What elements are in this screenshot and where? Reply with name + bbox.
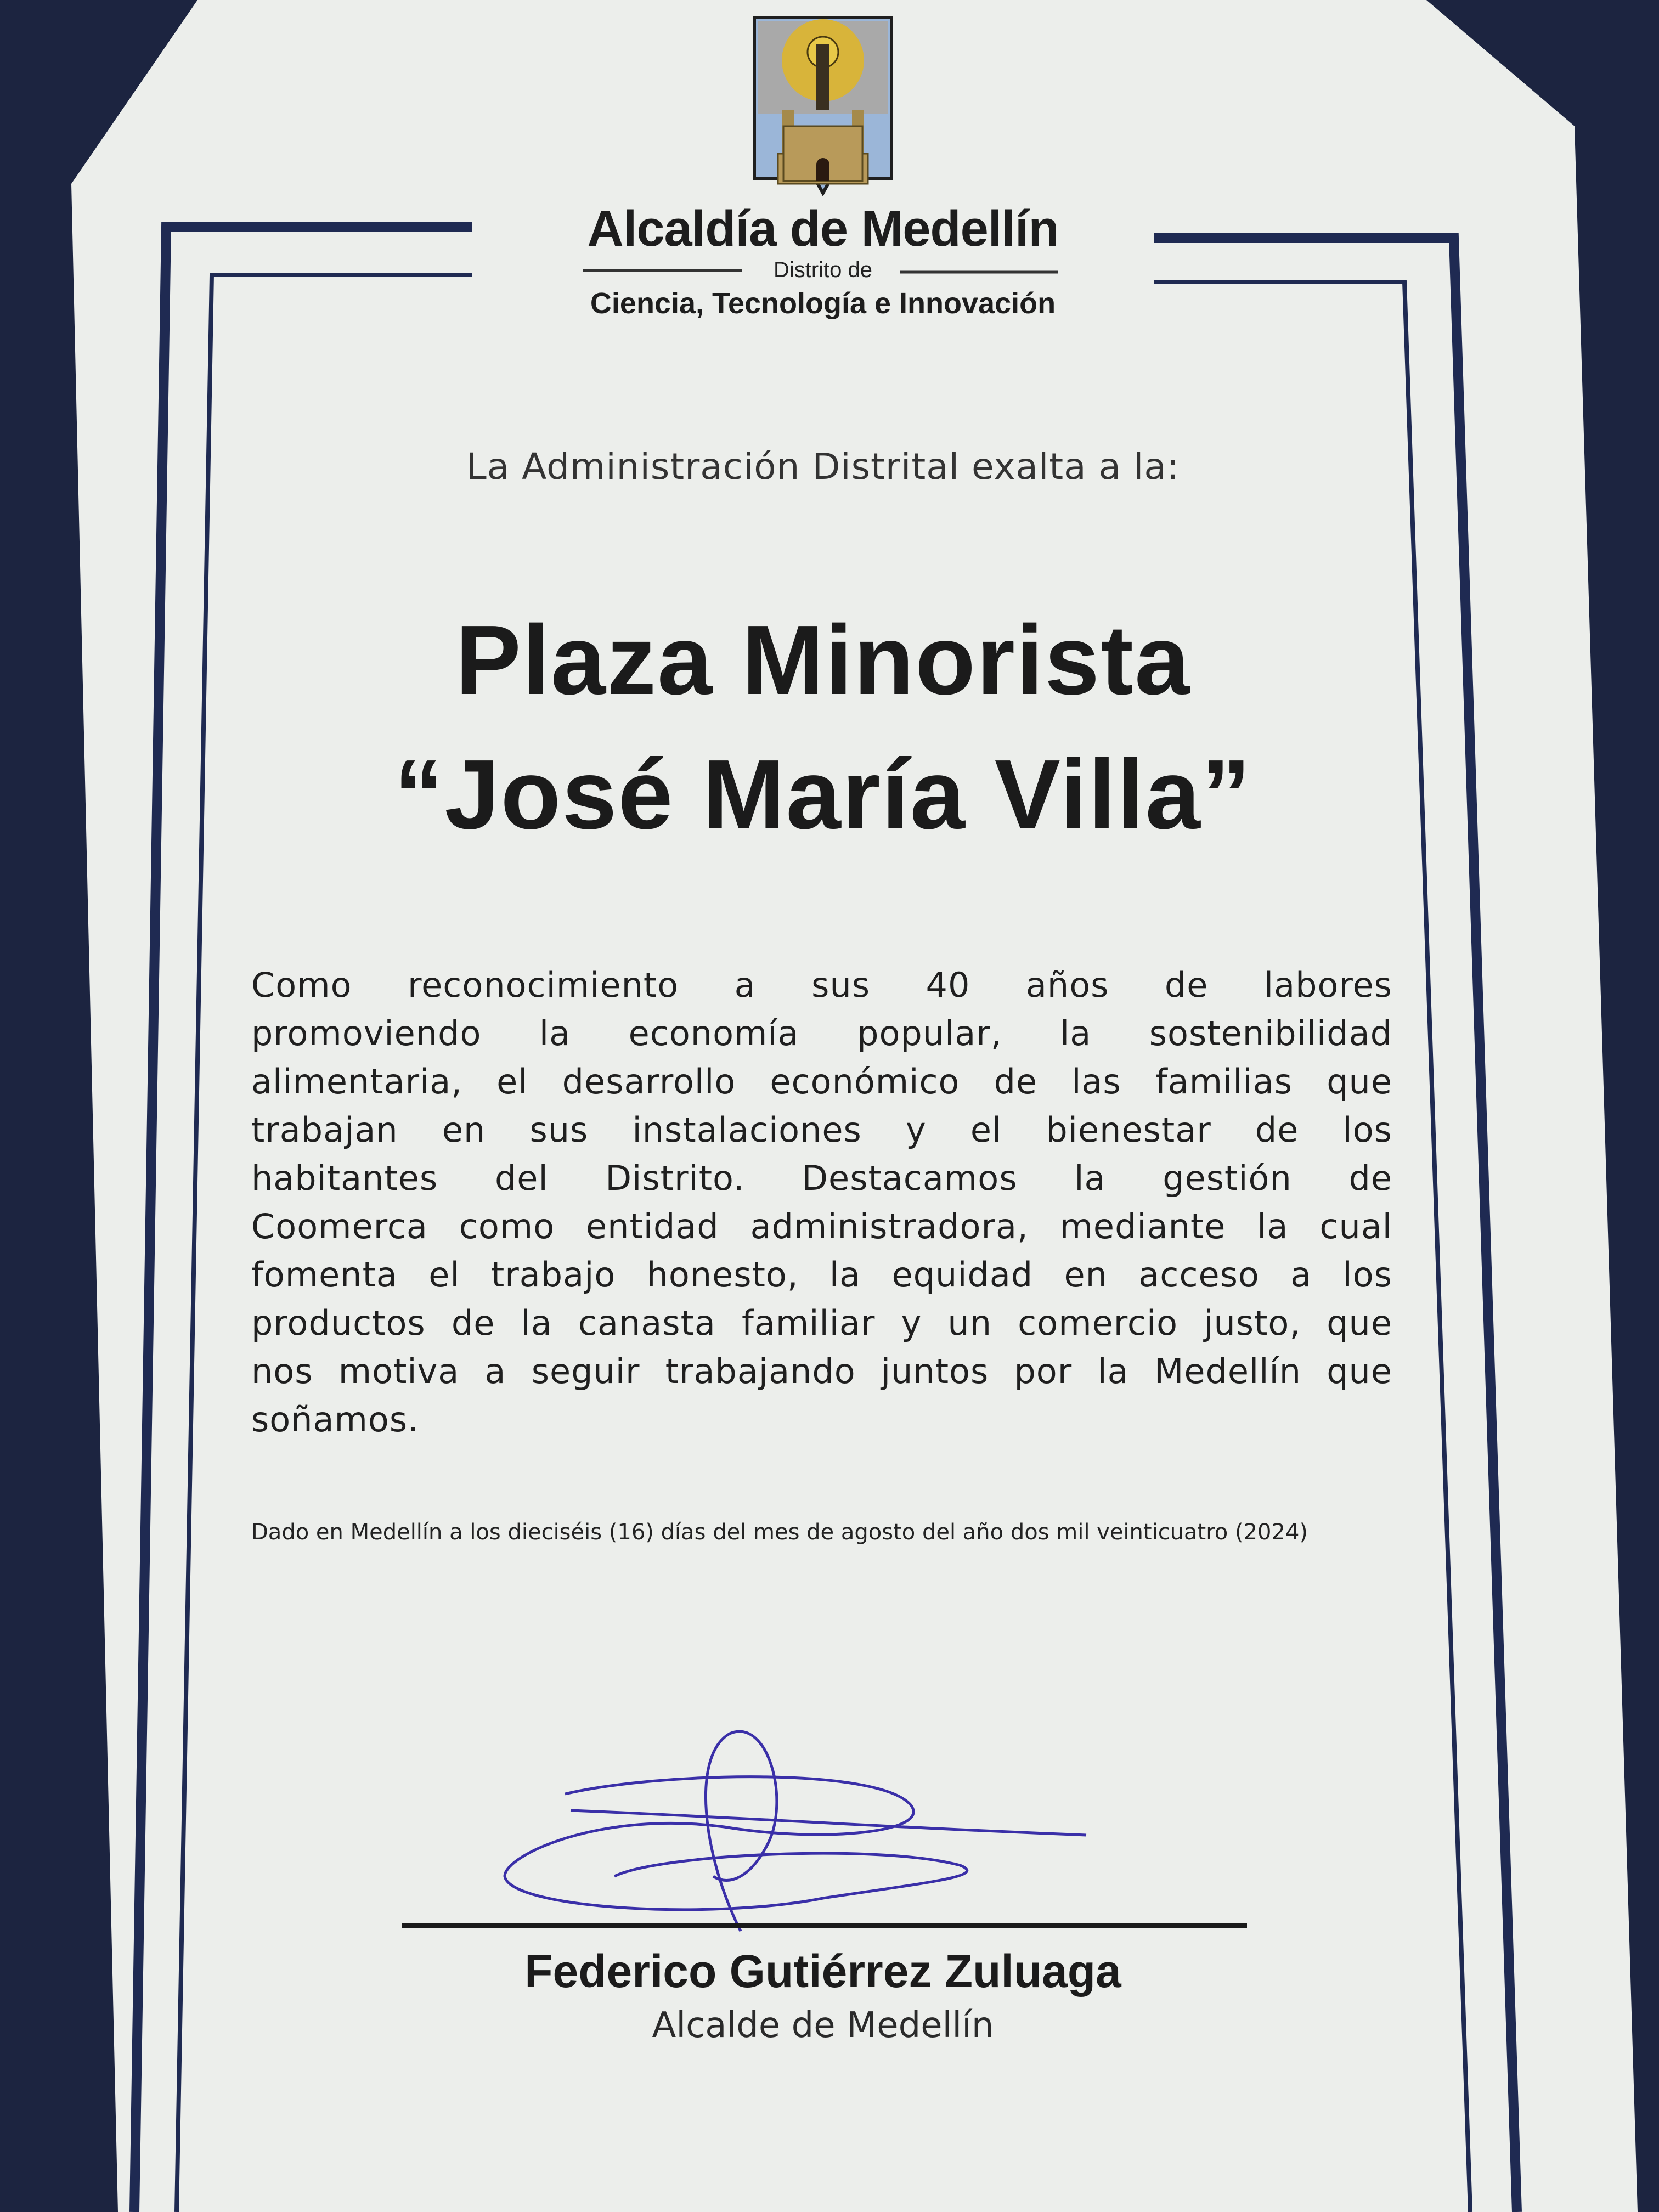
signatory-name: Federico Gutiérrez Zuluaga xyxy=(524,1945,1121,1997)
citation-line: soñamos. xyxy=(251,1400,419,1440)
citation-line: trabajan en sus instalaciones y el bienestar de los xyxy=(251,1110,1392,1150)
honoree-line-2: “José María Villa” xyxy=(394,740,1252,850)
coat-of-arms-icon xyxy=(754,18,891,193)
citation-line: fomenta el trabajo honesto, la equidad en acceso a los xyxy=(251,1255,1392,1295)
intro-text: La Administración Distrital exalta a la: xyxy=(466,445,1180,488)
citation-paragraph xyxy=(251,961,1392,1444)
honoree-line-1: Plaza Minorista xyxy=(455,605,1191,715)
citation-line: habitantes del Distrito. Destacamos la gestión de xyxy=(251,1158,1392,1198)
citation-line: alimentaria, el desarrollo económico de las familias que xyxy=(251,1062,1392,1102)
issue-date: Dado en Medellín a los dieciséis (16) días del mes de agosto del año dos mil veinticuatro (2024) xyxy=(251,1520,1308,1545)
signatory-title: Alcalde de Medellín xyxy=(652,2005,994,2046)
citation-line: nos motiva a seguir trabajando juntos por la Medellín que xyxy=(251,1351,1392,1391)
citation-line: Como reconocimiento a sus 40 años de labores xyxy=(251,965,1392,1005)
citation-line: promoviendo la economía popular, la sostenibilidad xyxy=(251,1013,1392,1053)
signature-line xyxy=(402,1923,1247,1928)
issuer-name: Alcaldía de Medellín xyxy=(587,201,1059,257)
citation-line: Coomerca como entidad administradora, mediante la cual xyxy=(251,1206,1392,1246)
issuer-district: Ciencia, Tecnología e Innovación xyxy=(590,287,1056,320)
issuer-subtitle: Distrito de xyxy=(773,258,873,282)
citation-line: productos de la canasta familiar y un comercio justo, que xyxy=(251,1303,1392,1343)
